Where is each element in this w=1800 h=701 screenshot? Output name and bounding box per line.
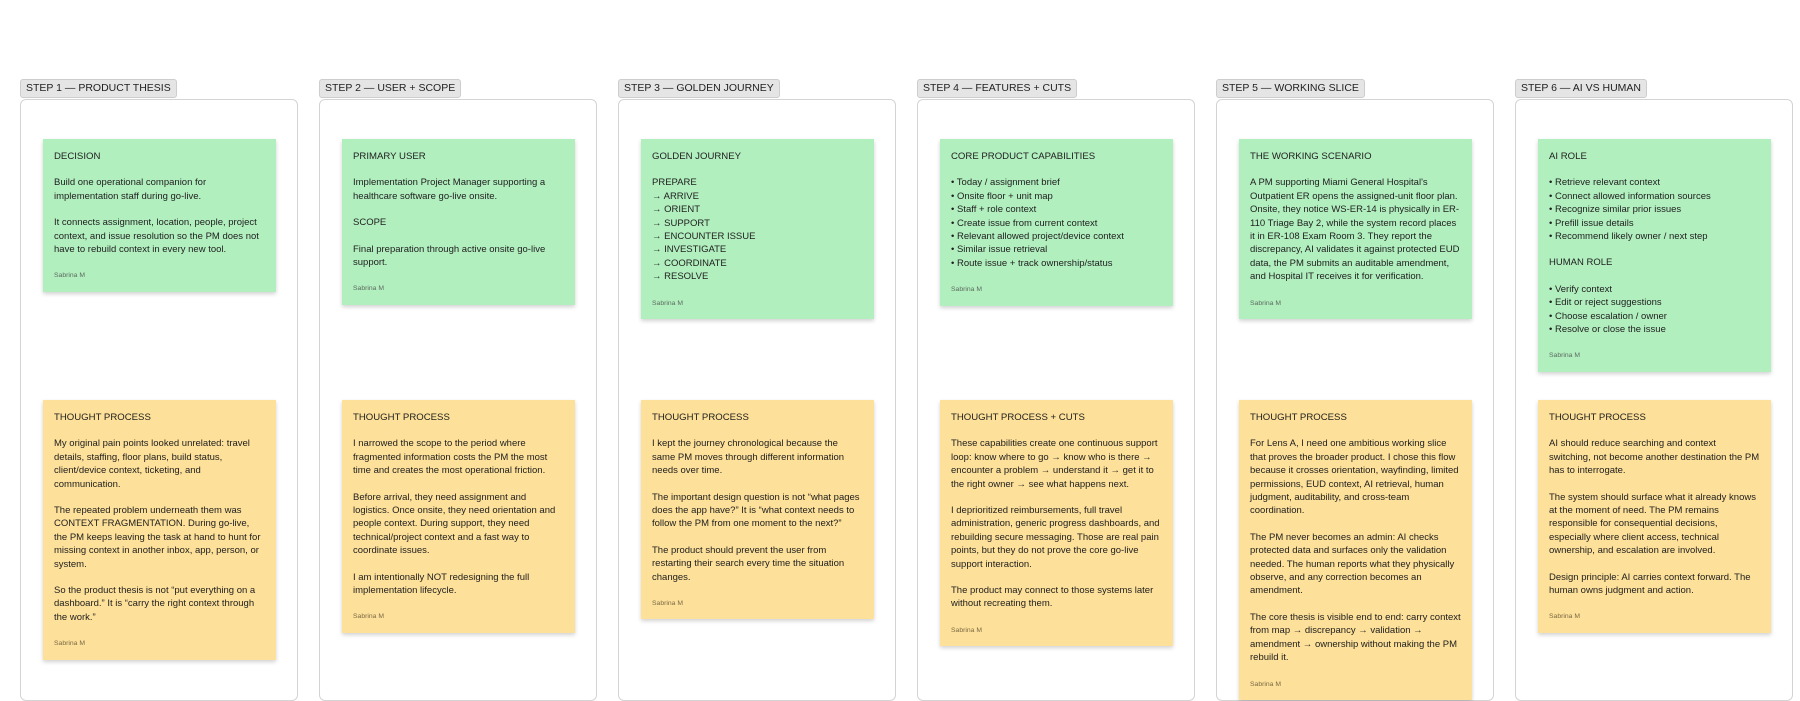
sticky-note-ai-role[interactable] <box>1538 139 1771 372</box>
journey-stage: → INVESTIGATE <box>652 244 727 256</box>
note-paragraph: The system should surface what it already knows at the moment of need. The PM remains responsible for consequential decisions, especially where client access, technical ownership, and escalation are involved. <box>1549 491 1756 557</box>
note-title: AI ROLE <box>1549 151 1587 162</box>
section-tag[interactable]: STEP 3 — GOLDEN JOURNEY <box>618 79 780 98</box>
note-paragraph: AI should reduce searching and context switching, not become another destination the PM has to interrogate. <box>1549 438 1760 477</box>
note-title: THOUGHT PROCESS + CUTS <box>951 412 1085 423</box>
note-paragraph: The important design question is not “what pages does the app have?” It is “what context needs to follow the PM from one moment to the next?” <box>652 491 860 530</box>
sticky-note-thought-process[interactable] <box>43 400 276 660</box>
note-title: THOUGHT PROCESS <box>353 412 450 423</box>
capability-item: • Relevant allowed project/device context <box>951 231 1124 243</box>
ai-role-item: • Retrieve relevant context <box>1549 177 1661 189</box>
note-paragraph: SCOPE <box>353 217 387 229</box>
journey-stage: → SUPPORT <box>652 217 710 229</box>
note-author: Sabrina M <box>1250 299 1281 307</box>
human-role-heading: HUMAN ROLE <box>1549 257 1613 269</box>
section-tag[interactable]: STEP 1 — PRODUCT THESIS <box>20 79 177 98</box>
note-paragraph: The repeated problem underneath them was CONTEXT FRAGMENTATION. During go-live, the PM keeps leaving the task at hand to hunt for missing context in another inbox, app, person, or system. <box>54 505 261 570</box>
journey-stage-list <box>652 190 863 284</box>
note-paragraph: The product may connect to those systems later without recreating them. <box>951 585 1154 610</box>
ai-role-list <box>1549 176 1760 243</box>
journey-stage: → ORIENT <box>652 204 701 216</box>
ai-role-item: • Recognize similar prior issues <box>1549 204 1682 216</box>
capability-item: • Create issue from current context <box>951 217 1098 229</box>
sticky-note-working-scenario[interactable] <box>1239 139 1472 319</box>
note-author: Sabrina M <box>951 626 982 634</box>
capability-item: • Today / assignment brief <box>951 177 1060 189</box>
note-body <box>1250 176 1461 283</box>
journey-stage: → ENCOUNTER ISSUE <box>652 231 756 243</box>
human-role-item: • Resolve or close the issue <box>1549 324 1666 336</box>
human-role-list <box>1549 283 1760 337</box>
note-paragraph: These capabilities create one continuous support loop: know where to go → know who is there → encounter a problem → understand it → get it to the right owner → see what happens next. <box>951 438 1158 490</box>
note-body <box>353 437 564 597</box>
note-body <box>1250 437 1461 664</box>
human-role-item: • Choose escalation / owner <box>1549 310 1667 322</box>
section-tag[interactable]: STEP 4 — FEATURES + CUTS <box>917 79 1077 98</box>
note-paragraph: The product should prevent the user from restarting their search every time the situation changes. <box>652 544 845 583</box>
note-paragraph: My original pain points looked unrelated: travel details, staffing, floor plans, build status, client/device context, ticketing, and communication. <box>54 438 250 490</box>
note-body <box>652 437 863 584</box>
note-title: THE WORKING SCENARIO <box>1250 151 1372 162</box>
sticky-note-golden-journey[interactable] <box>641 139 874 319</box>
capability-item: • Staff + role context <box>951 204 1037 216</box>
note-paragraph: A PM supporting Miami General Hospital's Outpatient ER opens the assigned-unit floor plan. Onsite, they notice WS-ER-14 is physically in ER-110 Triage Bay 2, while the system record places it in ER-108 Exam Room 3. They report the discrepancy, AI validates it against protected EUD data, the PM submits an auditable amendment, and Hospital IT receives it for verification. <box>1250 177 1460 283</box>
note-title: CORE PRODUCT CAPABILITIES <box>951 151 1096 162</box>
note-title: THOUGHT PROCESS <box>54 412 151 423</box>
ai-role-item: • Prefill issue details <box>1549 217 1634 229</box>
sticky-note-thought-process[interactable] <box>342 400 575 633</box>
note-paragraph: I kept the journey chronological because the same PM moves through different information needs over time. <box>652 438 845 477</box>
note-author: Sabrina M <box>951 286 982 294</box>
note-paragraph: Implementation Project Manager supporting a healthcare software go-live onsite. <box>353 177 546 202</box>
note-paragraph: I narrowed the scope to the period where fragmented information costs the PM the most time and creates the most operational friction. <box>353 438 548 477</box>
note-author: Sabrina M <box>652 600 683 608</box>
capability-list <box>951 176 1162 270</box>
note-title: GOLDEN JOURNEY <box>652 151 742 162</box>
journey-stage: → ARRIVE <box>652 190 699 202</box>
note-paragraph: The PM never becomes an admin: AI checks protected data and surfaces only the validation needed. The human reports what they physically observe, and any correction becomes an amendment. <box>1250 531 1455 597</box>
note-title: DECISION <box>54 151 101 162</box>
note-paragraph: I deprioritized reimbursements, full travel administration, generic progress dashboards, and rebuilding secure messaging. Those are real pain points, but they do not prove the core go-live support interaction. <box>951 505 1160 570</box>
note-body <box>951 437 1162 610</box>
note-body <box>54 437 265 624</box>
note-paragraph: It connects assignment, location, people, project context, and issue resolution so the PM does not have to rebuild context in every new tool. <box>54 217 259 256</box>
ai-role-item: • Connect allowed information sources <box>1549 190 1711 202</box>
note-body <box>353 176 564 269</box>
note-title: THOUGHT PROCESS <box>652 412 749 423</box>
note-paragraph: The core thesis is visible end to end: carry context from map → discrepancy → validation → amendment → ownership without making the PM rebuild it. <box>1250 611 1461 664</box>
note-author: Sabrina M <box>54 272 85 280</box>
sticky-note-thought-process[interactable] <box>641 400 874 619</box>
note-title: THOUGHT PROCESS <box>1549 412 1646 423</box>
note-author: Sabrina M <box>652 299 683 307</box>
note-paragraph: I am intentionally NOT redesigning the full implementation lifecycle. <box>353 571 530 597</box>
sticky-note-thought-process-cuts[interactable] <box>940 400 1173 646</box>
note-body <box>652 176 863 283</box>
journey-stage: → RESOLVE <box>652 271 709 283</box>
journey-stage-head: PREPARE <box>652 177 697 189</box>
sticky-note-primary-user[interactable] <box>342 139 575 305</box>
note-author: Sabrina M <box>353 613 384 621</box>
sticky-note-thought-process[interactable] <box>1538 400 1771 633</box>
note-author: Sabrina M <box>1549 352 1580 360</box>
sticky-note-core-capabilities[interactable] <box>940 139 1173 306</box>
human-role-item: • Verify context <box>1549 283 1612 295</box>
capability-item: • Onsite floor + unit map <box>951 190 1053 202</box>
sticky-note-thought-process[interactable] <box>1239 400 1472 700</box>
note-author: Sabrina M <box>54 640 85 648</box>
note-paragraph: So the product thesis is not “put everything on a dashboard.” It is “carry the right context through the work.” <box>54 585 256 623</box>
note-title: PRIMARY USER <box>353 151 426 162</box>
note-paragraph: Design principle: AI carries context forward. The human owns judgment and action. <box>1549 571 1751 597</box>
journey-stage: → COORDINATE <box>652 257 727 269</box>
section-tag[interactable]: STEP 6 — AI VS HUMAN <box>1515 79 1647 98</box>
note-paragraph: Before arrival, they need assignment and logistics. Once onsite, they need orientation and people context. During support, they need technical/project context and a fast way to coordinate issues. <box>353 491 556 557</box>
note-author: Sabrina M <box>353 285 384 293</box>
note-body <box>1549 176 1760 336</box>
note-title: THOUGHT PROCESS <box>1250 412 1347 423</box>
note-body <box>54 176 265 256</box>
section-tag[interactable]: STEP 5 — WORKING SLICE <box>1216 79 1365 98</box>
note-body <box>951 176 1162 270</box>
capability-item: • Similar issue retrieval <box>951 244 1048 256</box>
note-author: Sabrina M <box>1250 680 1281 688</box>
note-paragraph: For Lens A, I need one ambitious working slice that proves the broader product. I chose this flow because it crosses orientation, wayfinding, limited permissions, EUD context, AI retrieval, human judgment, auditability, and cross-team coordination. <box>1250 438 1459 517</box>
ai-role-item: • Recommend likely owner / next step <box>1549 231 1708 243</box>
sticky-note-decision[interactable] <box>43 139 276 292</box>
note-body <box>1549 437 1760 597</box>
section-tag[interactable]: STEP 2 — USER + SCOPE <box>319 79 461 98</box>
note-author: Sabrina M <box>1549 613 1580 621</box>
capability-item: • Route issue + track ownership/status <box>951 257 1113 269</box>
note-paragraph: Final preparation through active onsite go-live support. <box>353 243 546 269</box>
note-paragraph: Build one operational companion for implementation staff during go-live. <box>54 177 207 202</box>
human-role-item: • Edit or reject suggestions <box>1549 297 1662 309</box>
